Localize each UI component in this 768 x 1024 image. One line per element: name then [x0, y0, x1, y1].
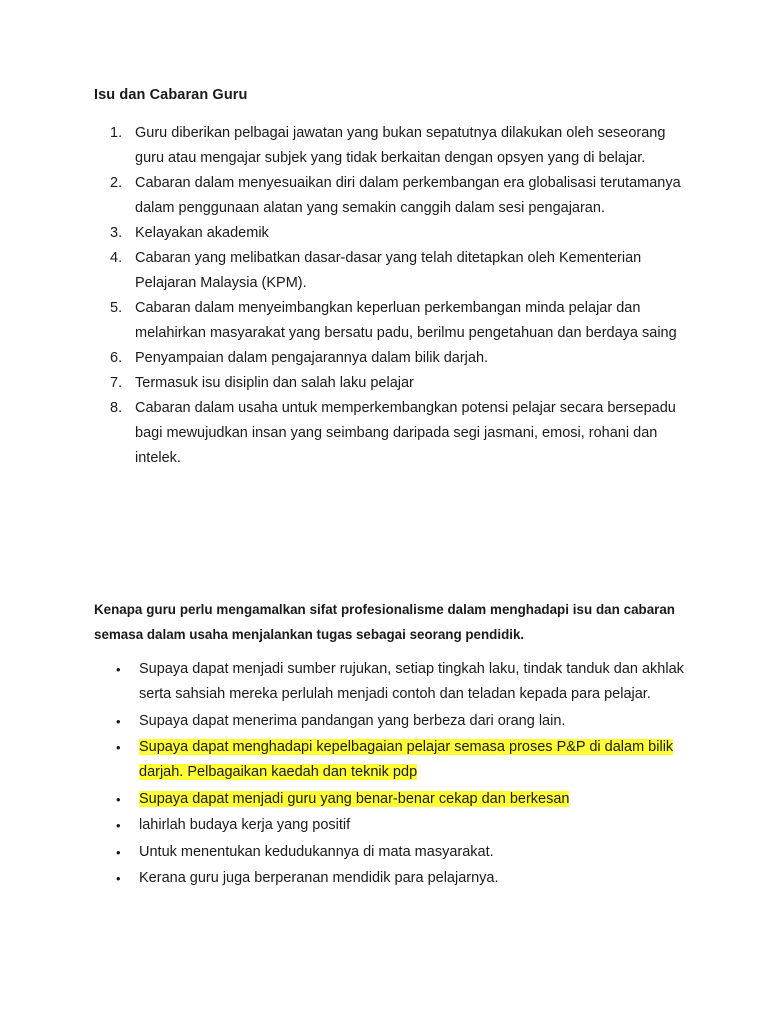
bullet-item-text: lahirlah budaya kerja yang positif [139, 817, 351, 833]
bullet-icon: • [116, 871, 121, 886]
list-item-text: Termasuk isu disiplin dan salah laku pelajar [135, 375, 414, 391]
list-item [0, 371, 683, 396]
list-item-text: Guru diberikan pelbagai jawatan yang bukan sepatutnya dilakukan oleh seseorang guru atau mengajar subjek yang tidak berkaitan dengan opsyen yang di belajar. [135, 125, 666, 166]
bullet-item [0, 866, 684, 891]
list-number: 8. [110, 400, 123, 416]
bullet-item-highlighted [0, 735, 684, 785]
highlighted-text: Supaya dapat menghadapi kepelbagaian pelajar semasa proses P&P di dalam bilik darjah. Pelbagaikan kaedah dan teknik pdp [139, 739, 674, 780]
list-item [0, 121, 683, 171]
question-paragraph: Kenapa guru perlu mengamalkan sifat profesionalisme dalam menghadapi isu dan cabaran semasa dalam usaha menjalankan tugas sebagai seorang pendidik. [94, 602, 675, 642]
section-title: Isu dan Cabaran Guru [94, 87, 248, 103]
bullet-icon: • [116, 818, 121, 833]
bullet-item-highlighted [0, 787, 684, 812]
bullet-icon: • [116, 740, 121, 755]
list-item [0, 171, 683, 221]
bullet-item-text: Supaya dapat menjadi sumber rujukan, setiap tingkah laku, tindak tanduk dan akhlak serta sahsiah mereka perlulah menjadi contoh dan teladan kepada para pelajar. [139, 661, 684, 702]
list-item-text: Penyampaian dalam pengajarannya dalam bilik darjah. [135, 350, 489, 366]
list-item-text: Cabaran dalam menyesuaikan diri dalam perkembangan era globalisasi terutamanya dalam penggunaan alatan yang semakin canggih dalam sesi pengajaran. [135, 175, 681, 216]
highlighted-text: Supaya dapat menjadi guru yang benar-benar cekap dan berkesan [139, 790, 570, 807]
list-number: 2. [110, 175, 123, 191]
bullet-item-text: Supaya dapat menerima pandangan yang berbeza dari orang lain. [139, 712, 566, 729]
bullet-icon: • [116, 844, 121, 860]
bullet-item [0, 840, 684, 865]
list-item-text: Cabaran dalam menyeimbangkan keperluan perkembangan minda pelajar dan melahirkan masyarakat yang bersatu padu, berilmu pengetahuan dan berdaya saing [135, 300, 677, 341]
bullet-icon: • [116, 713, 121, 729]
bullet-item [0, 813, 684, 838]
reasons-bullet-list [0, 657, 768, 893]
list-item [0, 396, 683, 471]
list-item [0, 221, 683, 246]
list-number: 1. [110, 125, 123, 141]
list-number: 3. [110, 225, 123, 241]
list-number: 5. [110, 300, 123, 316]
list-item [0, 346, 683, 371]
list-item-text: Kelayakan akademik [135, 225, 269, 241]
list-number: 6. [110, 350, 123, 366]
bullet-item [0, 709, 684, 734]
bullet-item [0, 657, 684, 707]
list-item [0, 296, 683, 346]
list-number: 7. [110, 375, 123, 391]
list-item [0, 246, 683, 296]
bullet-item-text: Untuk menentukan kedudukannya di mata masyarakat. [139, 843, 494, 860]
bullet-icon: • [116, 662, 121, 677]
list-item-text: Cabaran yang melibatkan dasar-dasar yang telah ditetapkan oleh Kementerian Pelajaran Malaysia (KPM). [135, 250, 642, 291]
list-item-text: Cabaran dalam usaha untuk memperkembangkan potensi pelajar secara bersepadu bagi mewujudkan insan yang seimbang daripada segi jasmani, emosi, rohani dan intelek. [135, 400, 676, 466]
bullet-icon: • [116, 791, 121, 807]
issues-numbered-list [0, 121, 768, 471]
bullet-item-text: Kerana guru juga berperanan mendidik para pelajarnya. [139, 870, 499, 886]
list-number: 4. [110, 250, 123, 266]
